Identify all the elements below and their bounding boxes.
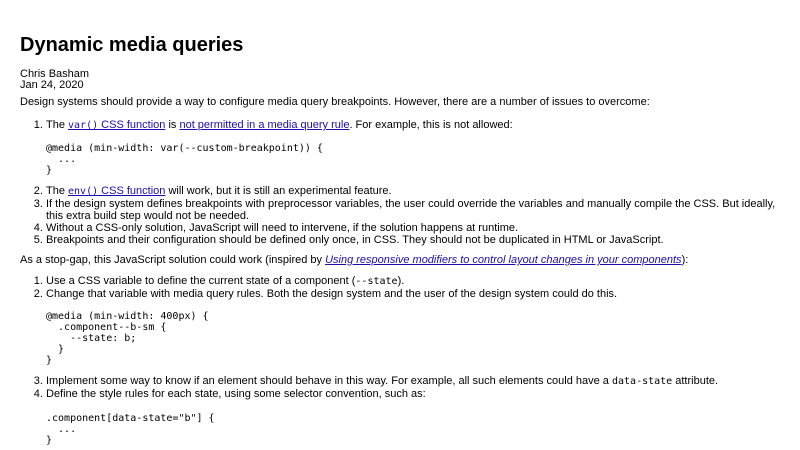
date: Jan 24, 2020 — [20, 79, 84, 91]
issues-list — [20, 119, 780, 246]
code-block: @media (min-width: var(--custom-breakpoint)) { ... } — [46, 143, 323, 176]
responsive-modifiers-link[interactable]: Using responsive modifiers to control layout changes in your components — [325, 254, 682, 266]
not-permitted-link[interactable]: not permitted in a media query rule — [179, 119, 350, 131]
var-function-link[interactable]: var() CSS function — [68, 119, 166, 131]
page-title: Dynamic media queries — [20, 34, 244, 56]
code-block: .component[data-state="b"] { ... } — [46, 413, 215, 446]
intro-paragraph: Design systems should provide a way to configure media query breakpoints. However, there are a number of issues to overcome: — [20, 96, 650, 108]
article-meta — [20, 69, 780, 91]
stopgap-paragraph: As a stop-gap, this JavaScript solution could work (inspired by Using responsive modifiers to control layout changes in your components): — [20, 254, 689, 266]
list-item: 1. Use a CSS variable to define the current state of a component (--state). — [46, 275, 780, 288]
list-item: 5. Breakpoints and their configuration should be defined only once, in CSS. They should not be duplicated in HTML or JavaScript. — [46, 234, 780, 246]
list-item: 4. Without a CSS-only solution, JavaScript will need to intervene, if the solution happens at runtime. — [46, 222, 780, 234]
list-item: 2. The env() CSS function will work, but it is still an experimental feature. — [46, 185, 780, 198]
steps-list — [20, 275, 780, 446]
code-block: @media (min-width: 400px) { .component--b-sm { --state: b; } } — [46, 311, 209, 366]
env-function-link[interactable]: env() CSS function — [68, 185, 166, 197]
list-item: 2. Change that variable with media query rules. Both the design system and the user of the design system could do this. @media (min-width: 400px) { .component--b-sm { --state: b; } } — [46, 288, 780, 366]
list-item: 3. Implement some way to know if an element should behave in this way. For example, all such elements could have a data-state attribute. — [46, 375, 780, 388]
list-item: 1. The var() CSS function is not permitted in a media query rule. For example, this is not allowed: @media (min-width: var(--custom-breakpoint)) { ... } — [46, 119, 780, 176]
list-item: 3. If the design system defines breakpoints with preprocessor variables, the user could override the variables and manually compile the CSS. But ideally, this extra build step would not be needed. — [46, 198, 780, 222]
list-item: 4. Define the style rules for each state, using some selector convention, such as: .component[data-state="b"] { ... } — [46, 388, 780, 446]
author: Chris Basham — [20, 68, 90, 80]
